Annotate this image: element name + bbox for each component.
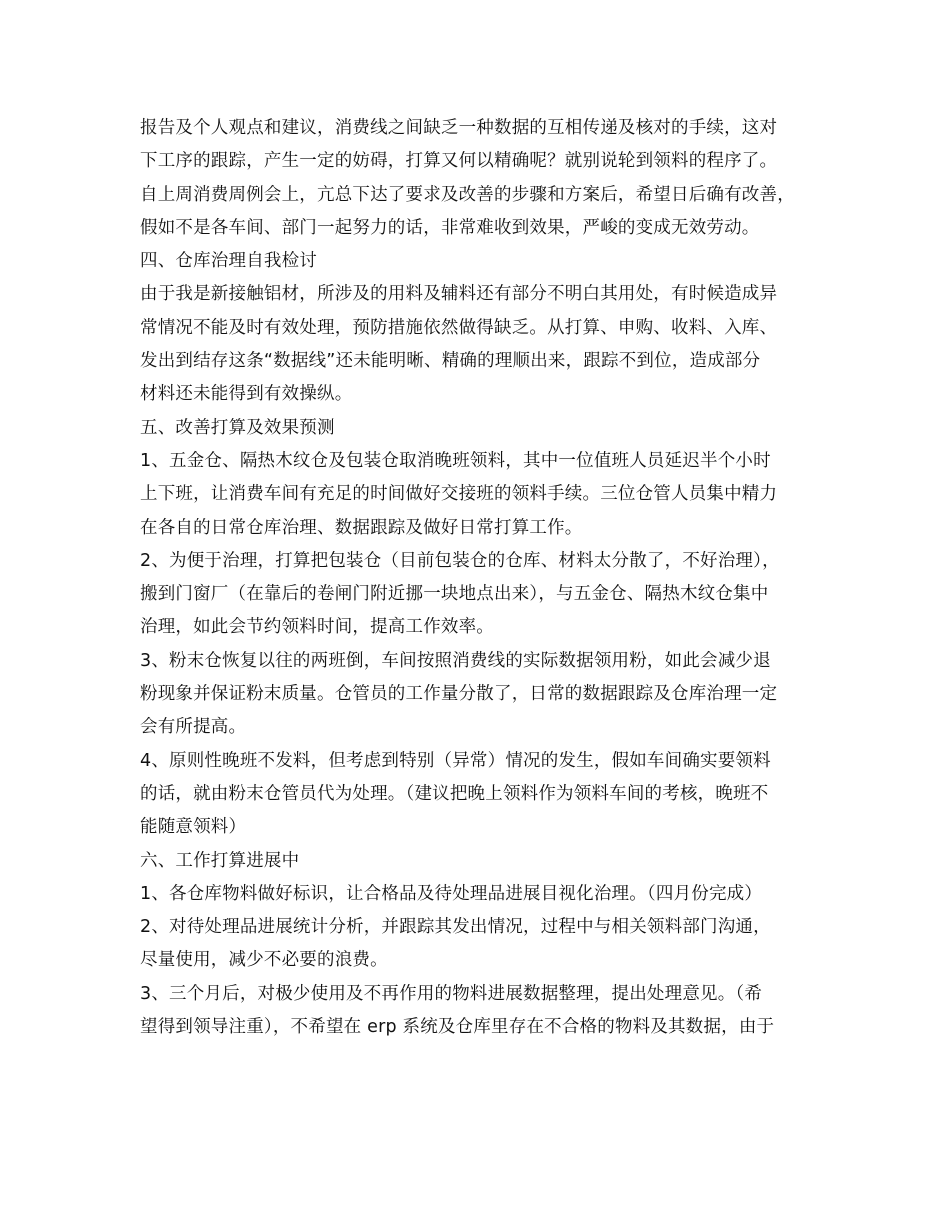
section-heading: 四、仓库治理自我检讨 [140,251,317,272]
text-line: 望得到领导注重），不希望在 erp 系统及仓库里存在不合格的物料及其数据，由于 [140,1017,775,1038]
text-line: 2、为便于治理，打算把包装仓（目前包装仓的仓库、材料太分散了，不好治理）， [140,550,780,571]
text-line: 4、原则性晚班不发料，但考虑到特别（异常）情况的发生，假如车间确实要领料 [140,750,771,771]
text-line: 粉现象并保证粉末质量。仓管员的工作量分散了，日常的数据跟踪及仓库治理一定 [140,684,778,705]
text-line: 的话，就由粉末仓管员代为处理。（建议把晚上领料作为领料车间的考核，晚班不 [140,783,769,804]
text-line: 发出到结存这条“数据线”还未能明晰、精确的理顺出来，跟踪不到位，造成部分 [140,351,761,372]
text-line: 常情况不能及时有效处理，预防措施依然做得缺乏。从打算、申购、收料、入库、 [140,317,778,338]
text-line: 自上周消费周例会上，亢总下达了要求及改善的步骤和方案后，希望日后确有改善， [140,184,795,205]
document-body [140,112,830,1044]
text-line: 在各自的日常仓库治理、数据跟踪及做好日常打算工作。 [140,517,583,538]
text-line: 下工序的跟踪，产生一定的妨碍，打算又何以精确呢？就别说轮到领料的程序了。 [140,151,778,172]
text-line: 假如不是各车间、部门一起努力的话，非常难收到效果，严峻的变成无效劳动。 [140,217,760,238]
text-line: 会有所提高。 [140,717,247,738]
text-line: 搬到门窗厂（在靠后的卷闸门附近挪一块地点出来），与五金仓、隔热木纹仓集中 [140,584,769,605]
text-line: 1、各仓库物料做好标识，让合格品及待处理品进展目视化治理。（四月份完成） [140,883,763,904]
section-heading: 五、改善打算及效果预测 [140,417,335,438]
text-line: 能随意领料） [140,817,247,838]
text-line: 上下班，让消费车间有充足的时间做好交接班的领料手续。三位仓管人员集中精力 [140,484,778,505]
text-line: 2、对待处理品进展统计分析，并跟踪其发出情况，过程中与相关领料部门沟通， [140,917,771,938]
text-line: 尽量使用，减少不必要的浪费。 [140,950,388,971]
text-line: 材料还未能得到有效操纵。 [140,384,353,405]
text-line: 报告及个人观点和建议，消费线之间缺乏一种数据的互相传递及核对的手续，这对 [140,118,778,138]
text-line: 治理，如此会节约领料时间，提高工作效率。 [140,617,494,638]
text-line: 1、五金仓、隔热木纹仓及包装仓取消晚班领料，其中一位值班人员延迟半个小时 [140,450,771,471]
section-heading: 六、工作打算进展中 [140,850,300,871]
text-line: 由于我是新接触铝材，所涉及的用料及辅料还有部分不明白其用处，有时候造成异 [140,284,778,305]
text-line: 3、三个月后，对极少使用及不再作用的物料进展数据整理，提出处理意见。（希 [140,983,763,1004]
text-line: 3、粉末仓恢复以往的两班倒，车间按照消费线的实际数据领用粉，如此会减少退 [140,650,771,671]
